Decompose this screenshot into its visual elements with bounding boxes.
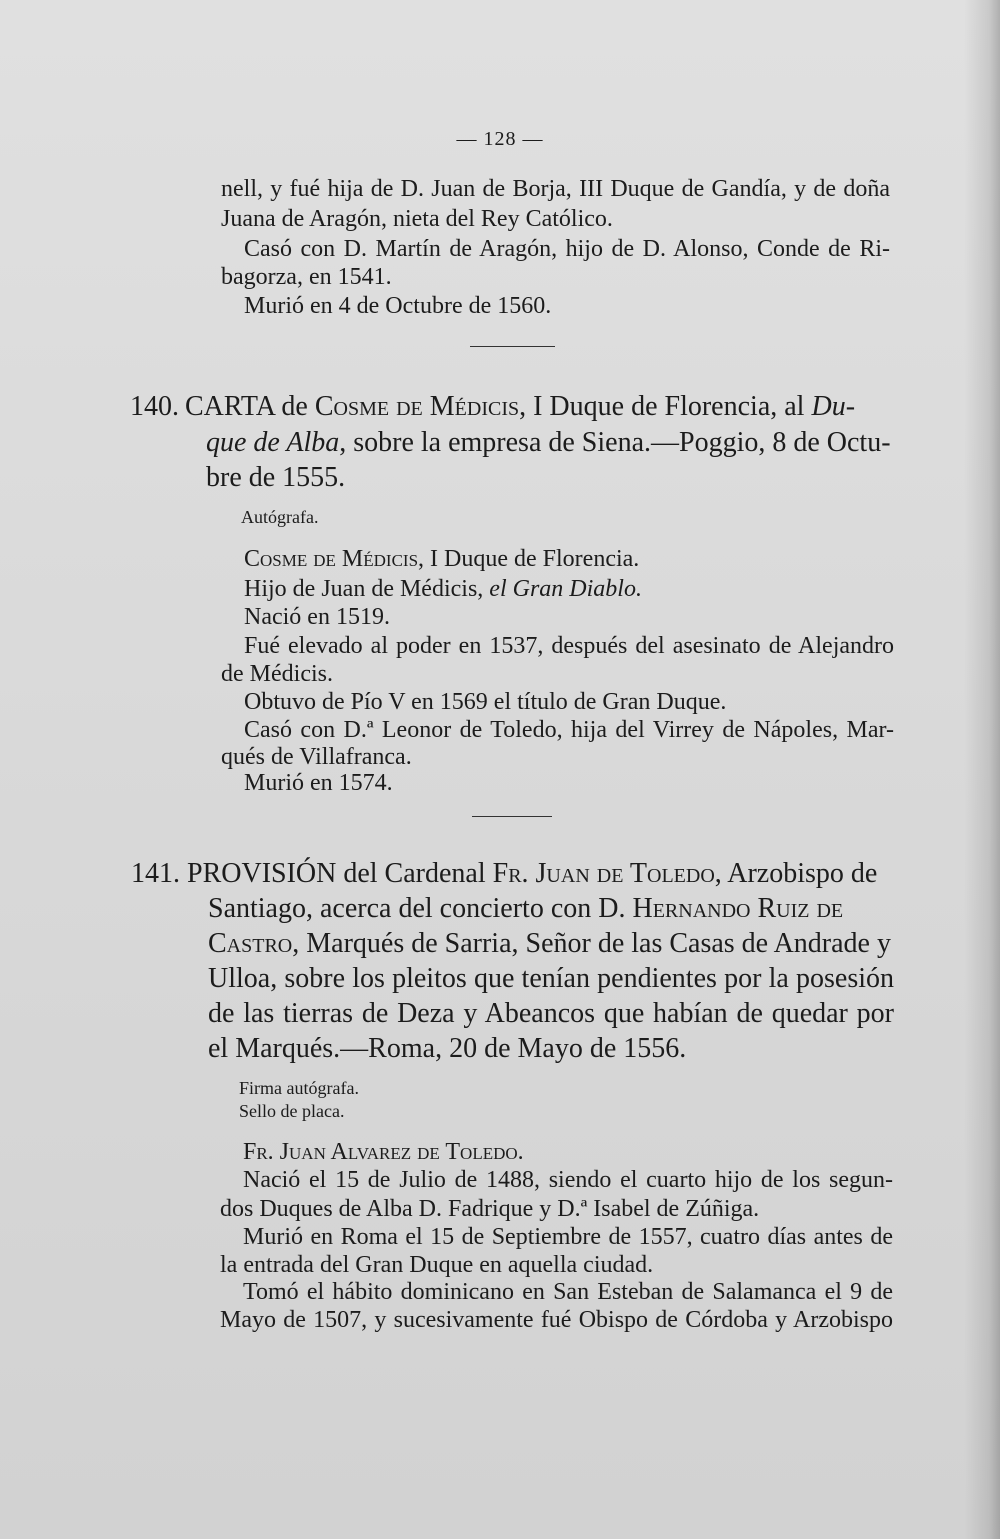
entry-heading-line-6: el Marqués.—Roma, 20 de Mayo de 1556.	[208, 1033, 687, 1064]
bio-line-3: dos Duques de Alba D. Fadrique y D.ª Isabel de Zúñiga.	[220, 1196, 760, 1222]
document-note: Autógrafa.	[241, 507, 319, 527]
bio-line-5: de Médicis.	[221, 661, 333, 687]
heading-text: PROVISIÓN del Cardenal	[187, 858, 493, 889]
bio-line-8: qués de Villafranca.	[221, 744, 412, 770]
page-edge-shadow	[964, 0, 1000, 1539]
entry-number: 141.	[131, 858, 180, 889]
bio-line-7: Mayo de 1507, y sucesivamente fué Obispo de Córdoba y Arzobispo	[220, 1307, 893, 1333]
bio-line-1: Fr. Juan Alvarez de Toledo.	[243, 1139, 524, 1165]
bio-line-2	[244, 574, 642, 604]
entry-heading-line-5: de las tierras de Deza y Abeancos que habían de quedar por	[208, 998, 894, 1029]
bio-line-2: Nació el 15 de Julio de 1488, siendo el cuarto hijo de los segun-	[243, 1167, 893, 1193]
heading-person-name: Cosme de Médicis	[314, 391, 520, 422]
heading-person-name: Fr. Juan de Toledo	[492, 858, 715, 889]
page-number: — 128 —	[456, 128, 544, 150]
bio-text: Hijo de Juan de Médicis,	[244, 576, 490, 602]
heading-text: , Marqués de Sarria, Señor de las Casas de Andrade y	[292, 928, 891, 959]
heading-text: , I Duque de Florencia, al	[519, 391, 812, 422]
entry-heading-line-1	[185, 389, 888, 425]
heading-person-name: Castro	[208, 928, 293, 959]
entry-heading-line-2	[208, 891, 894, 927]
bio-line-1	[244, 544, 639, 574]
heading-person-name: Hernando Ruiz de	[632, 893, 844, 924]
intro-line-5: Murió en 4 de Octubre de 1560.	[244, 293, 552, 319]
bio-text: , I Duque de Florencia.	[418, 546, 640, 572]
entry-heading-line-3: bre de 1555.	[206, 462, 346, 493]
entry-heading-line-1	[187, 856, 894, 892]
document-note: Sello de placa.	[239, 1101, 345, 1121]
heading-text: , sobre la empresa de Siena.—Poggio, 8 de Octu-	[339, 427, 891, 458]
bio-line-9: Murió en 1574.	[244, 770, 393, 796]
bio-line-5: la entrada del Gran Duque en aquella ciudad.	[220, 1252, 654, 1278]
bio-italic-text: el Gran Diablo.	[489, 576, 642, 602]
bio-line-3: Nació en 1519.	[244, 604, 390, 630]
heading-text: , Arzobispo de	[714, 858, 878, 889]
bio-line-6: Obtuvo de Pío V en 1569 el título de Gran Duque.	[244, 689, 727, 715]
entry-heading-line-2	[206, 425, 891, 461]
heading-text: CARTA de	[185, 391, 315, 422]
heading-text: Santiago, acerca del concierto con D.	[208, 893, 633, 924]
bio-line-6: Tomó el hábito dominicano en San Esteban de Salamanca el 9 de	[243, 1279, 893, 1305]
bio-line-7: Casó con D.ª Leonor de Toledo, hija del Virrey de Nápoles, Mar-	[244, 717, 894, 743]
entry-heading-line-3	[208, 926, 891, 962]
heading-italic-text: Du-	[811, 391, 856, 422]
intro-line-2: Juana de Aragón, nieta del Rey Católico.	[221, 206, 613, 232]
entry-heading-line-4: Ulloa, sobre los pleitos que tenían pendientes por la posesión	[208, 963, 894, 994]
entry-number: 140.	[130, 391, 179, 422]
bio-line-4: Murió en Roma el 15 de Septiembre de 1557, cuatro días antes de	[243, 1224, 893, 1250]
intro-line-3: Casó con D. Martín de Aragón, hijo de D. Alonso, Conde de Ri-	[244, 236, 890, 262]
section-divider-1	[470, 346, 555, 347]
section-divider-2	[472, 816, 552, 817]
bio-person-name: Cosme de Médicis	[244, 546, 419, 572]
bio-line-4: Fué elevado al poder en 1537, después del asesinato de Alejandro	[244, 633, 894, 659]
heading-italic-text: que de Alba	[206, 427, 340, 458]
document-note: Firma autógrafa.	[239, 1078, 359, 1098]
intro-line-4: bagorza, en 1541.	[221, 264, 392, 290]
intro-line-1: nell, y fué hija de D. Juan de Borja, III Duque de Gandía, y de doña	[221, 176, 890, 202]
